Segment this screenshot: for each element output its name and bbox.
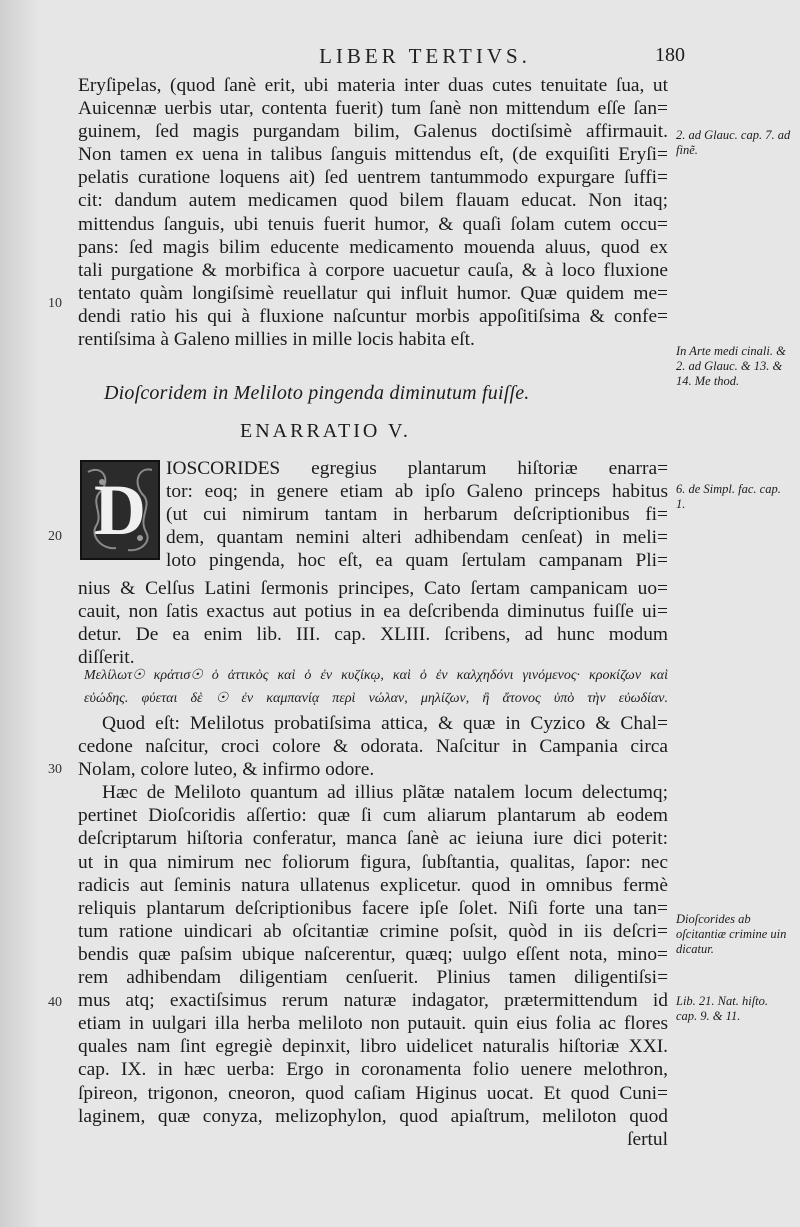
decorated-initial <box>80 460 160 560</box>
margin-note: Dioſcorides ab oſcitantiæ crimine uin dicatur. <box>676 912 787 956</box>
greek-line: Μελίλωτ☉ κράτισ☉ ὁ ἀττικὸς καὶ ὁ ἐν κυζίκῳ, καὶ ὁ ἐν καλχηδόνι γινόμενος· κροκίζων καὶ <box>84 668 668 683</box>
folio-number: 180 <box>655 44 685 66</box>
text-line: tentato quàm longiſsimè reuellatur qui influit humor. Quæ quidem me= <box>78 282 668 304</box>
text-line: bendis quæ paſsim ubique naſcerentur, quæq; uulgo eſſent nota, mino= <box>78 943 668 965</box>
line-number: 30 <box>48 762 62 777</box>
text-line: laginem, quæ conyza, melizophylon, quod apiaſtrum, meliloton quod <box>78 1105 668 1127</box>
text-line: cauit, non ſatis exactus aut potius in ea deſcribenda diminutus fuiſſe ui= <box>78 601 668 623</box>
text-line: radicis aut ſeminis natura ullatenus explicetur. quod in omnibus fermè <box>78 874 668 896</box>
text-line: loto pingenda, hoc eſt, ea quam ſertulam campanam Pli= <box>166 550 668 572</box>
paragraph-block-1 <box>78 74 668 351</box>
text-line: rem adhibendam diligentiam cenſuerit. Plinius tamen diligentiſsi= <box>78 967 668 989</box>
paragraph-block-2 <box>166 457 668 572</box>
line-number: 10 <box>48 296 62 311</box>
running-head: LIBER TERTIVS. <box>319 44 531 68</box>
text-line: IOSCORIDES egregius plantarum hiſtoriæ enarra= <box>166 458 668 479</box>
text-line: quales nam ſint egregiè depinxit, libro uidelicet naturalis hiſtoriæ XXI. <box>78 1036 668 1058</box>
line-number: 20 <box>48 529 62 544</box>
text-line: nius & Celſus Latini ſermonis principes, Cato ſertam campanicam uo= <box>78 578 668 599</box>
text-line: dendi ratio his qui à fluxione naſcuntur morbis appoſitiſsima & confe= <box>78 305 668 327</box>
text-line: Auicennæ uerbis utar, contenta fuerit) tum ſanè non mittendum eſſe ſan= <box>78 98 668 120</box>
text-line: reliquis plantarum deſcriptionibus facere ipſe ſolet. Niſi forte una tan= <box>78 897 668 919</box>
margin-note: In Arte medi cinali. & 2. ad Glauc. & 13. & 14. Me thod. <box>676 344 786 388</box>
text-line: ſertul <box>627 1128 668 1150</box>
paragraph-block-4 <box>78 712 668 1151</box>
text-line: cedone naſcitur, croci colore & odorata. Naſcitur in Campania circa <box>78 736 668 758</box>
line-number: 40 <box>48 995 62 1010</box>
greek-line: εὐώδης. φύεται δὲ ☉ ἐν καμπανίᾳ περὶ νώλαν, μηλίζων, ἢ ἄτονος ὑπὸ τὴν εὐωδίαν. <box>84 691 668 707</box>
text-line: tum ratione uindicari ab oſcitantiæ crimine poſsit, quòd in iis deſcri= <box>78 920 668 942</box>
text-line: tor: eoq; in genere etiam ab ipſo Galeno princeps habitus <box>166 481 668 503</box>
text-line: cit: dandum autem medicamen quod bilem flauam educat. Non itaq; <box>78 190 668 212</box>
text-line: deſcriptarum hiſtoria conferatur, manca ſanè ac ieiuna iure dici poterit: <box>78 828 668 850</box>
text-line: ut in qua nimirum nec foliorum figura, ſubſtantia, qualitas, ſapor: nec <box>78 851 668 873</box>
text-line: mittendus ſanguis, ubi tenuis fuerit humor, & quaſi ſolam cutem occu= <box>78 213 668 235</box>
text-line: cap. IX. in hæc uerba: Ergo in coronamenta folio uenere melothron, <box>78 1059 668 1081</box>
dropcap-letter: D <box>94 469 146 550</box>
text-line: Non tamen ex uena in talibus ſanguis mittendus eſt, (de exquiſiti Eryſi= <box>78 144 668 166</box>
text-line: Eryſipelas, (quod ſanè erit, ubi materia inter duas cutes tenuitate ſua, ut <box>78 75 668 96</box>
paragraph-block-3 <box>78 577 668 669</box>
greek-quotation <box>84 665 668 711</box>
text-line: Nolam, colore luteo, & infirmo odore. <box>78 759 375 781</box>
text-line: etiam in uulgari illa herba meliloto non putauit. quin eius folia ac flores <box>78 1013 668 1035</box>
text-line: Quod eſt: Melilotus probatiſsima attica, & quæ in Cyzico & Chal= <box>102 713 668 734</box>
text-line: detur. De ea enim lib. III. cap. XLIII. ſcribens, ad hunc modum <box>78 624 668 646</box>
text-line: dem, quantam nemini alteri adhibendam cenſeat) in meli= <box>166 527 668 549</box>
text-line: ſpireon, trigonon, cneoron, quod caſiam Higinus uocat. Et quod Cuni= <box>78 1082 668 1104</box>
text-line: tali purgatione & morbifica à corpore uacuetur cauſa, & à loco fluxione <box>78 259 668 281</box>
text-line: pertinet Dioſcoridis aſſertio: quæ ſi cum aliarum plantarum ab eodem <box>78 805 668 827</box>
margin-note: 6. de Simpl. fac. cap. 1. <box>676 482 781 511</box>
margin-note: 2. ad Glauc. cap. 7. ad finẽ. <box>676 128 791 157</box>
margin-note: Lib. 21. Nat. hiſto. cap. 9. & 11. <box>676 994 769 1023</box>
text-line: (ut cui nimirum tantam in herbarum deſcriptionibus fi= <box>166 504 668 526</box>
enarratio-heading: ENARRATIO V. <box>240 420 411 442</box>
text-line: guinem, ſed magis purgandam bilim, Galenus doctiſsimè affirmauit. <box>78 121 668 143</box>
text-line: Hæc de Meliloto quantum ad illius plãtæ natalem locum delectumq; <box>102 782 668 804</box>
text-line: pelatis curatione loquens ait) ſed uentrem tantummodo expurgare ſuffi= <box>78 167 668 189</box>
section-subheading: Dioſcoridem in Meliloto pingenda diminutum fuiſſe. <box>104 382 530 404</box>
text-line: diſſerit. <box>78 647 135 669</box>
text-line: rentiſsima à Galeno millies in mille locis habita eſt. <box>78 329 475 351</box>
text-line: mus atq; exactiſsimus rerum naturæ indagator, prætermittendum id <box>78 990 668 1012</box>
text-line: pans: ſed magis bilim educente medicamento mouenda aluus, quod ex <box>78 236 668 258</box>
